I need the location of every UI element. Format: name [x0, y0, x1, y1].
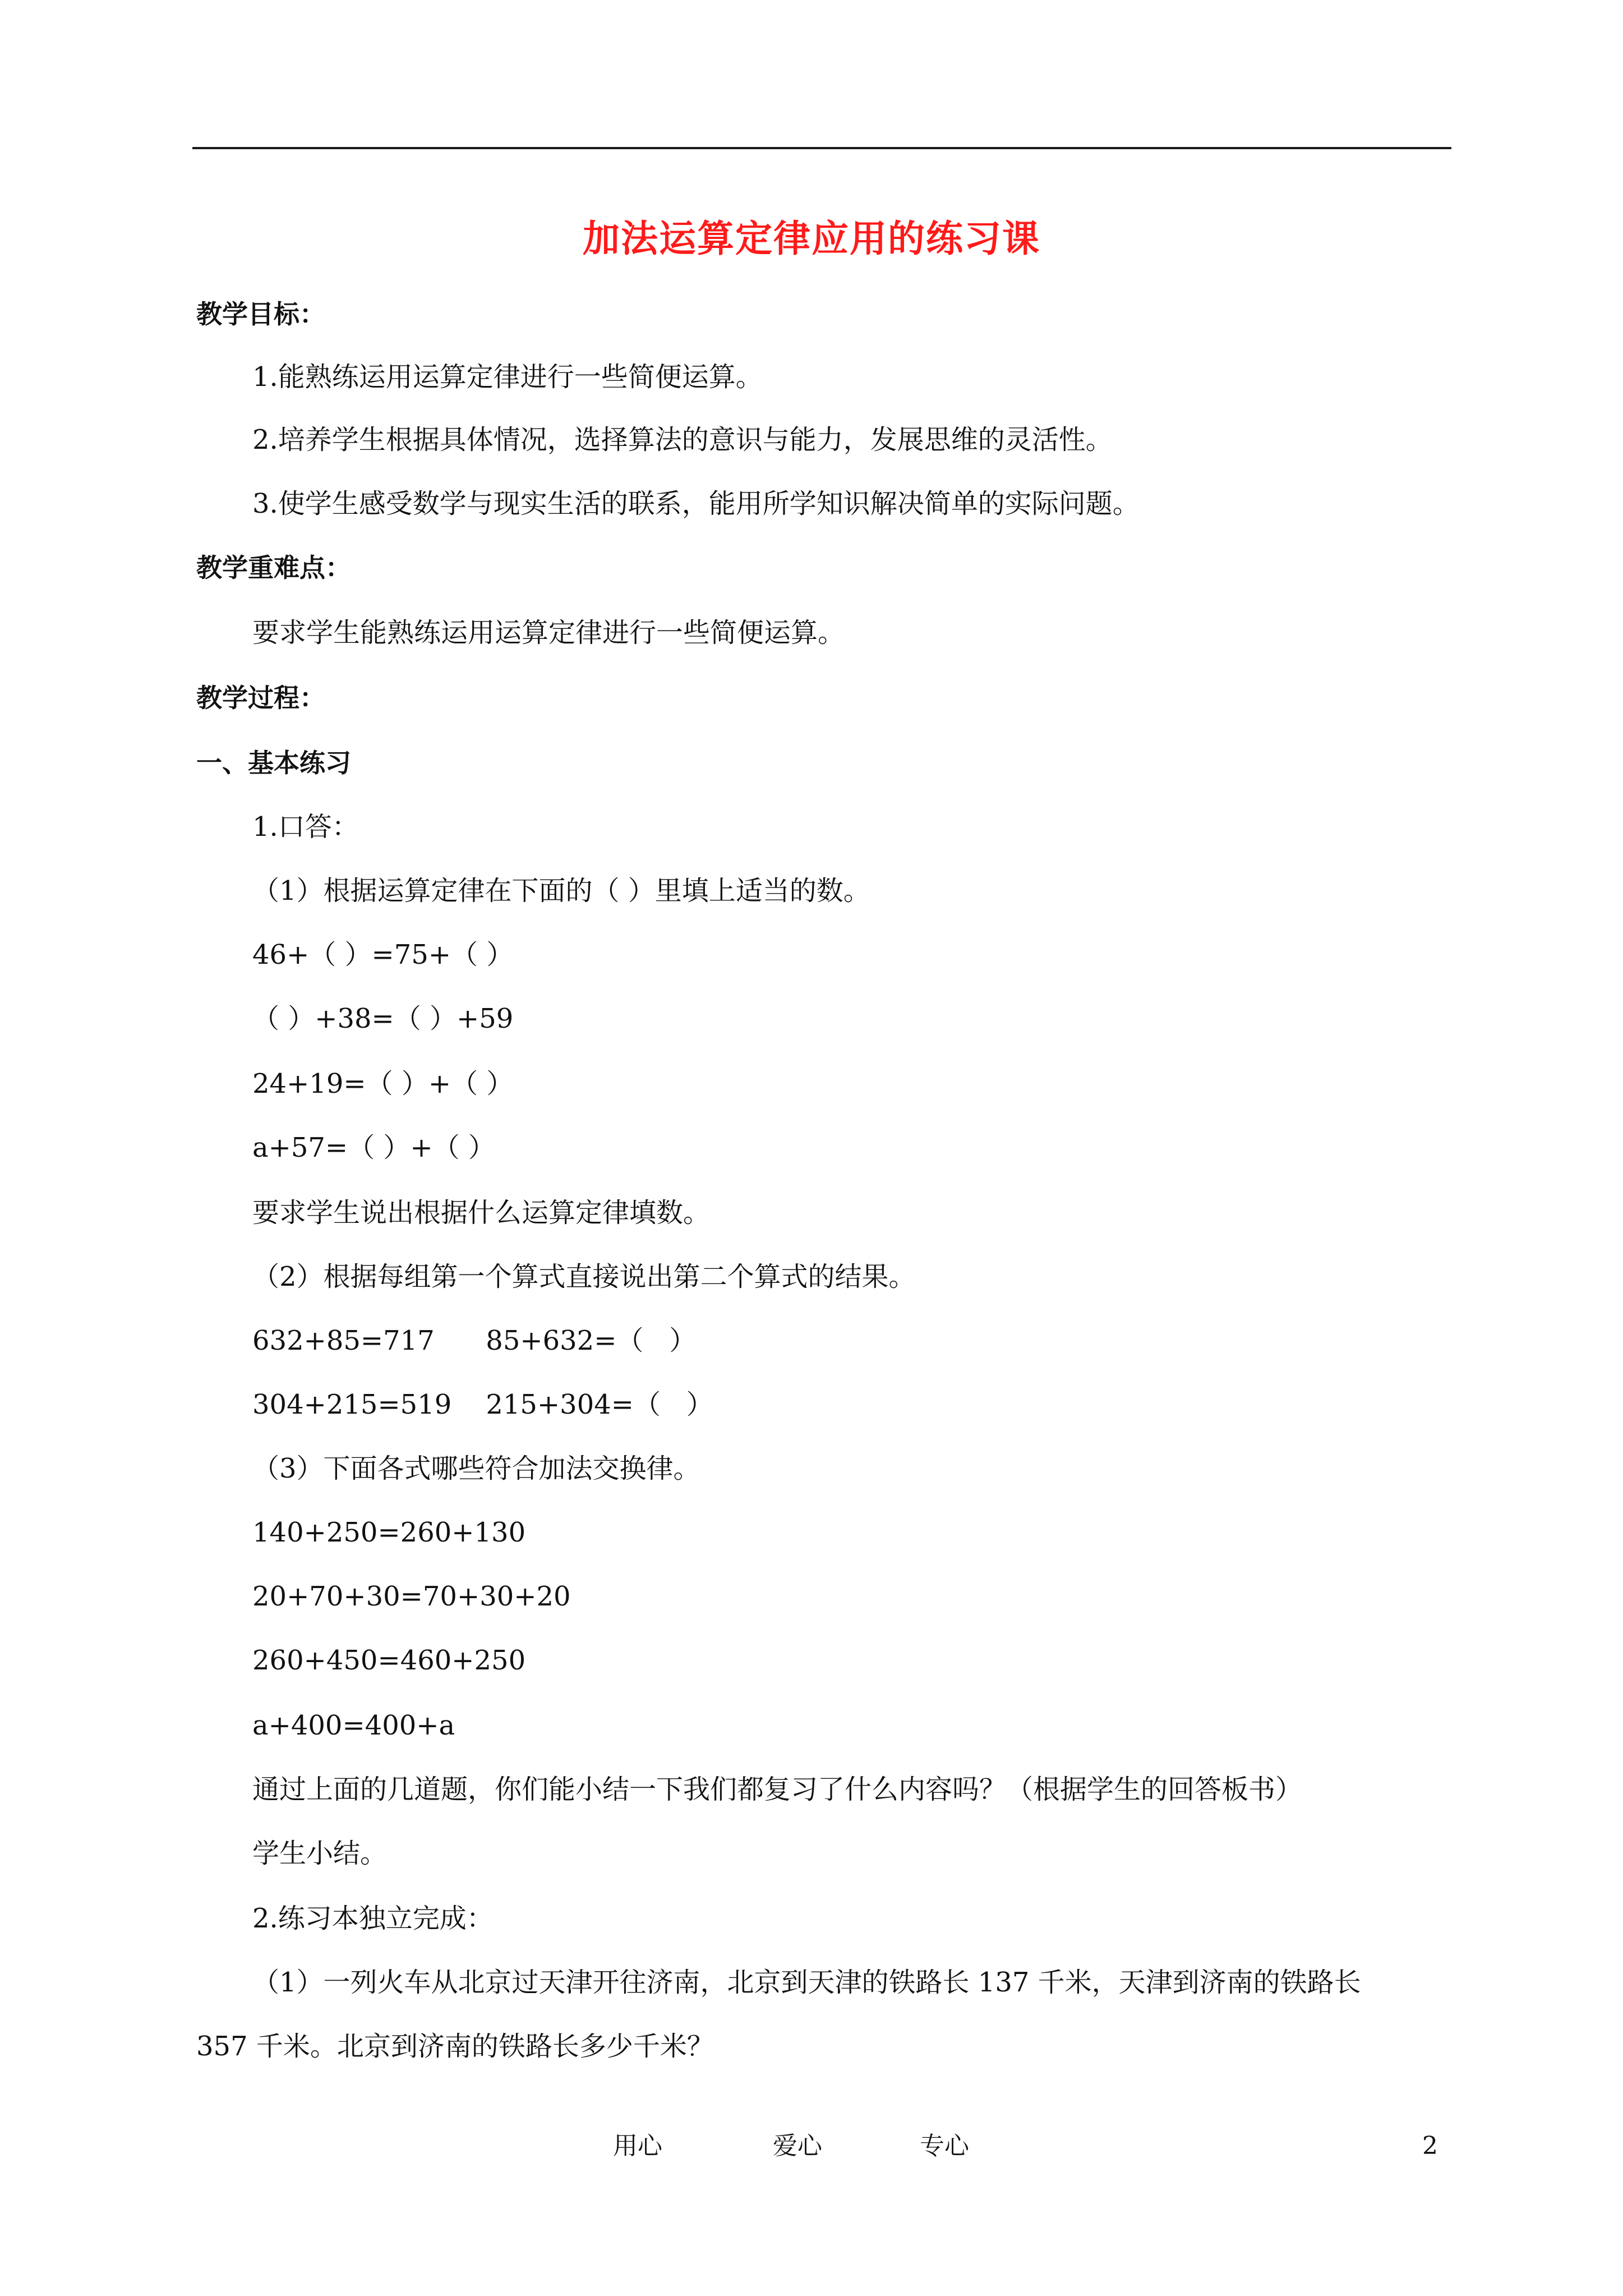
process-heading: 教学过程：	[196, 683, 325, 713]
objective-item: 1.能熟练运用运算定律进行一些简便运算。	[252, 361, 763, 393]
problem1-line1: （1）一列火车从北京过天津开往济南，北京到天津的铁路长 137 千米，天津到济南的铁路长	[252, 1967, 1361, 1998]
question1-item: 46+（ ）=75+（ ）	[252, 939, 514, 970]
workbook-label: 2.练习本独立完成：	[252, 1903, 494, 1934]
oral-label: 1.口答：	[252, 811, 359, 843]
question1-note: 要求学生说出根据什么运算定律填数。	[252, 1197, 711, 1228]
question3-item: 140+250=260+130	[252, 1517, 526, 1548]
footer-slogan: 专心	[920, 2132, 969, 2160]
question1-item: 24+19=（ ）+（ ）	[252, 1068, 514, 1099]
objective-item: 3.使学生感受数学与现实生活的联系，能用所学知识解决简单的实际问题。	[252, 488, 1140, 519]
summary-question: 通过上面的几道题，你们能小结一下我们都复习了什么内容吗？（根据学生的回答板书）	[252, 1774, 1303, 1805]
keypoints-heading: 教学重难点：	[196, 553, 351, 583]
question3-item: a+400=400+a	[252, 1710, 455, 1741]
question1-prompt: （1）根据运算定律在下面的（ ）里填上适当的数。	[252, 875, 870, 907]
header-rule	[192, 147, 1451, 149]
question3-item: 260+450=460+250	[252, 1645, 526, 1676]
question1-item: （ ）+38=（ ）+59	[252, 1003, 514, 1034]
footer-slogan: 爱心	[773, 2132, 822, 2160]
summary-answer: 学生小结。	[252, 1838, 388, 1869]
question1-item: a+57=（ ）+（ ）	[252, 1132, 495, 1163]
part1-heading: 一、基本练习	[196, 748, 351, 778]
objectives-heading: 教学目标：	[196, 299, 325, 329]
keypoints-text: 要求学生能熟练运用运算定律进行一些简便运算。	[252, 617, 845, 648]
document-title: 加法运算定律应用的练习课	[583, 217, 1040, 260]
objective-item: 2.培养学生根据具体情况，选择算法的意识与能力，发展思维的灵活性。	[252, 424, 1113, 455]
question2-item: 632+85=717 85+632=（ ）	[252, 1325, 697, 1356]
question3-item: 20+70+30=70+30+20	[252, 1581, 571, 1612]
question3-prompt: （3）下面各式哪些符合加法交换律。	[252, 1453, 700, 1484]
footer-slogan: 用心	[613, 2132, 662, 2160]
page-number: 2	[1422, 2132, 1438, 2160]
problem1-line2: 357 千米。北京到济南的铁路长多少千米？	[196, 2031, 714, 2062]
question2-prompt: （2）根据每组第一个算式直接说出第二个算式的结果。	[252, 1261, 916, 1292]
question2-item: 304+215=519 215+304=（ ）	[252, 1389, 713, 1420]
